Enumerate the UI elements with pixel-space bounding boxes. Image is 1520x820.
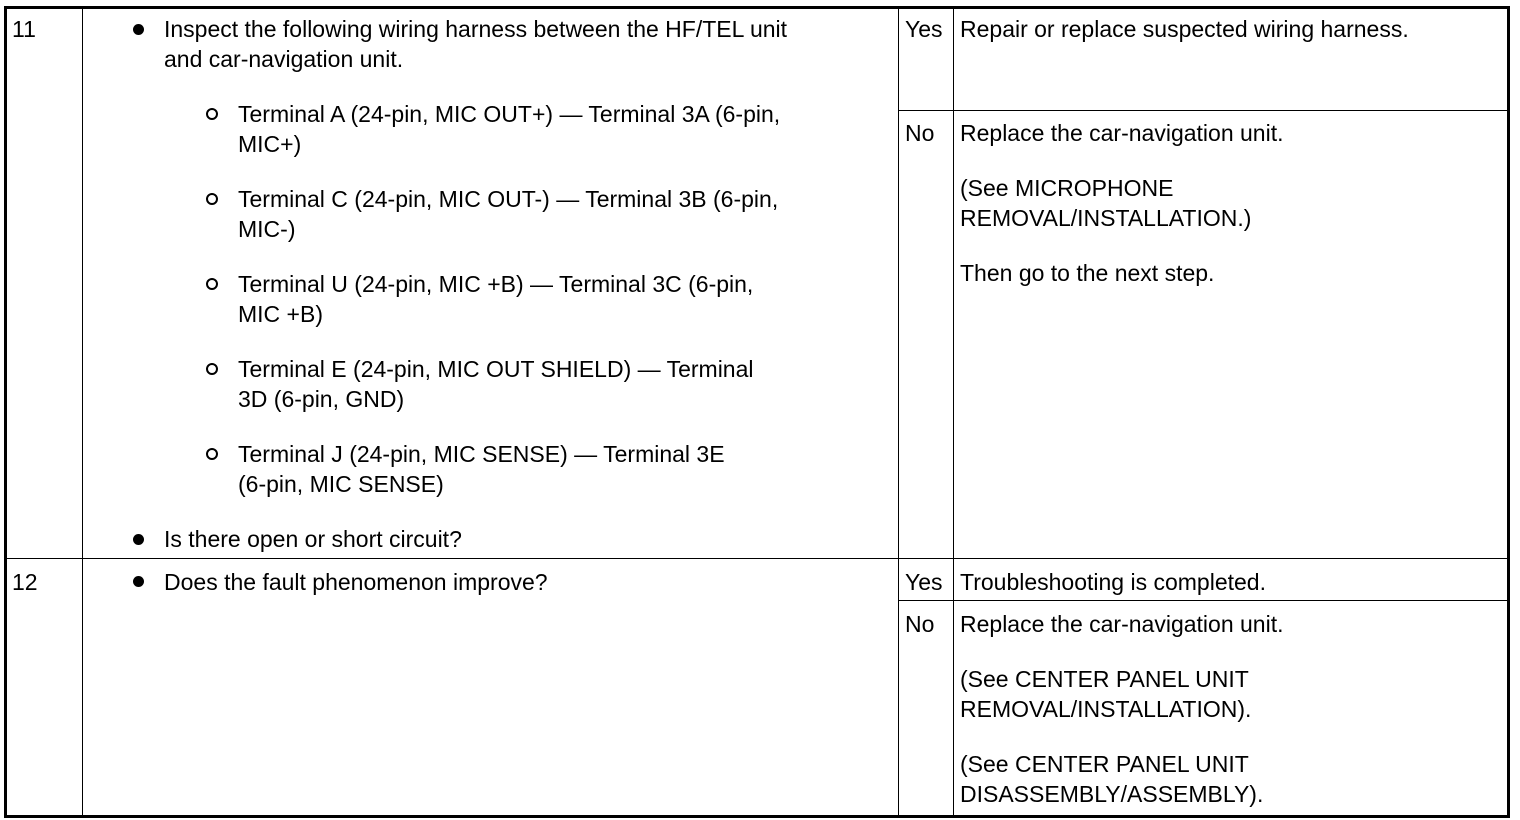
subitem-line: 3D (6-pin, GND) xyxy=(238,386,405,412)
no-action-line: REMOVAL/INSTALLATION). xyxy=(960,696,1252,722)
step-number: 11 xyxy=(12,16,36,42)
step-number: 12 xyxy=(12,569,38,595)
subitem-line: Terminal J (24-pin, MIC SENSE) — Terminal 3E xyxy=(238,441,725,467)
col-divider-number xyxy=(82,9,83,815)
no-action-line: (See CENTER PANEL UNIT xyxy=(960,751,1249,777)
subitem-line: Terminal A (24-pin, MIC OUT+) — Terminal 3A (6-pin, xyxy=(238,101,781,127)
row-divider-steps xyxy=(7,558,1507,559)
sub-bullet-icon xyxy=(206,193,218,205)
subitem-line: (6-pin, MIC SENSE) xyxy=(238,471,444,497)
yes-action-line: Troubleshooting is completed. xyxy=(960,569,1266,595)
sub-bullet-icon xyxy=(206,448,218,460)
bullet-icon xyxy=(133,24,144,35)
subitem-line: Terminal U (24-pin, MIC +B) — Terminal 3C (6-pin, xyxy=(238,271,754,297)
yes-label: Yes xyxy=(905,569,943,595)
no-action-line: (See MICROPHONE xyxy=(960,175,1174,201)
no-action-line: Replace the car-navigation unit. xyxy=(960,120,1284,146)
subitem-line: Terminal C (24-pin, MIC OUT-) — Terminal 3B (6-pin, xyxy=(238,186,779,212)
yes-action-line: Repair or replace suspected wiring harness. xyxy=(960,16,1409,42)
question-line: Inspect the following wiring harness between the HF/TEL unit xyxy=(164,16,788,42)
no-action-line: Then go to the next step. xyxy=(960,260,1215,286)
no-label: No xyxy=(905,611,935,637)
no-label: No xyxy=(905,120,935,146)
subitem-line: Terminal E (24-pin, MIC OUT SHIELD) — Terminal xyxy=(238,356,754,382)
no-action-line: REMOVAL/INSTALLATION.) xyxy=(960,205,1252,231)
sub-bullet-icon xyxy=(206,363,218,375)
no-action-line: (See CENTER PANEL UNIT xyxy=(960,666,1249,692)
row-divider-step12-yes-no xyxy=(898,600,1507,601)
subitem-line: MIC-) xyxy=(238,216,296,242)
question-line: and car-navigation unit. xyxy=(164,46,404,72)
row-divider-step11-yes-no xyxy=(898,110,1507,111)
subitem-line: MIC+) xyxy=(238,131,302,157)
subitem-line: MIC +B) xyxy=(238,301,323,327)
no-action-line: Replace the car-navigation unit. xyxy=(960,611,1284,637)
bullet-icon xyxy=(133,534,144,545)
col-divider-question xyxy=(898,9,899,815)
sub-bullet-icon xyxy=(206,278,218,290)
question-line: Is there open or short circuit? xyxy=(164,526,462,552)
no-action-line: DISASSEMBLY/ASSEMBLY). xyxy=(960,781,1264,807)
yes-label: Yes xyxy=(905,16,943,42)
col-divider-answer xyxy=(953,9,954,815)
bullet-icon xyxy=(133,576,144,587)
sub-bullet-icon xyxy=(206,108,218,120)
question-line: Does the fault phenomenon improve? xyxy=(164,569,548,595)
